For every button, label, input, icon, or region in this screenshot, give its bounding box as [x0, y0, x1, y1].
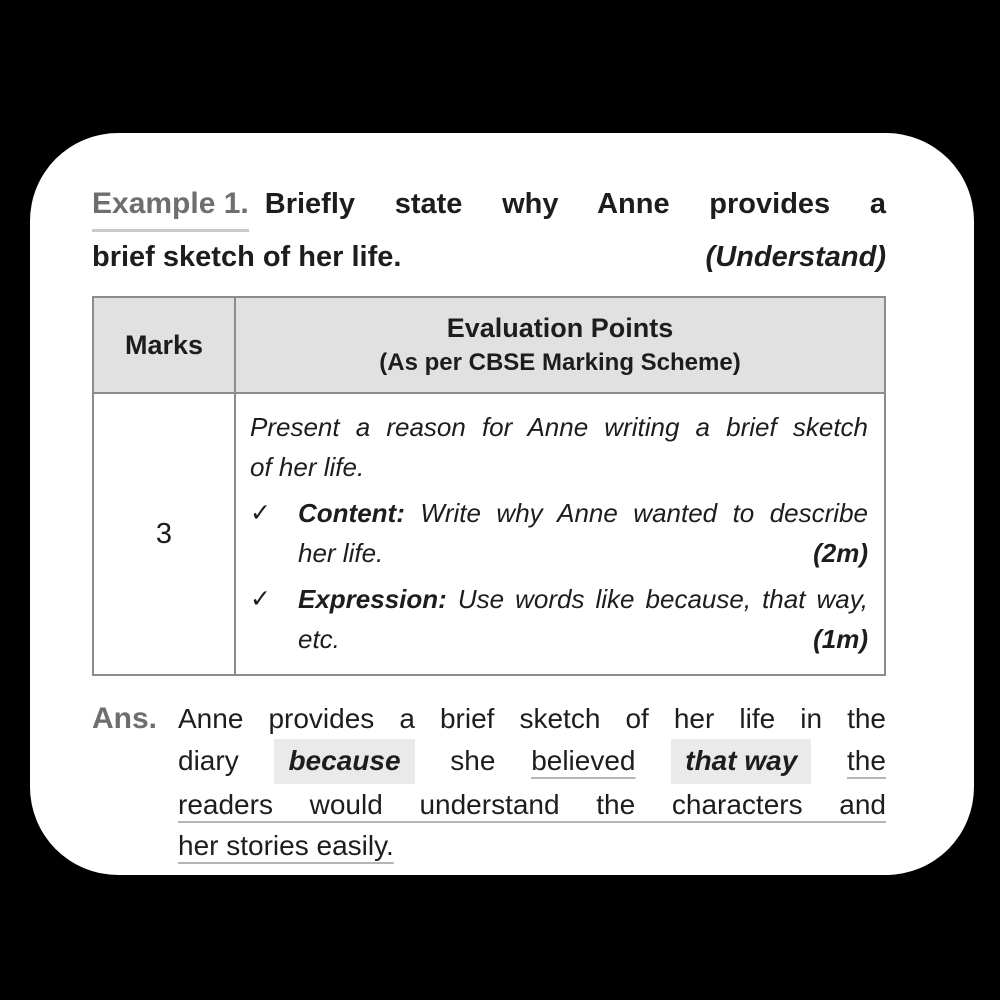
table-header-row [93, 297, 885, 393]
evaluation-points-cell [235, 393, 885, 675]
answer-section [92, 698, 886, 866]
answer-highlight-because: because [274, 739, 414, 784]
evaluation-points-title: Evaluation Points [446, 313, 674, 343]
bullet-expression-line2: etc. (1m) [298, 619, 868, 659]
question-heading [92, 183, 886, 232]
answer-text [178, 698, 886, 866]
answer-line4: her stories easily. [178, 830, 394, 861]
evaluation-table [92, 296, 886, 676]
example-label: Example 1. [92, 183, 249, 232]
evaluation-bullet-content [250, 493, 868, 573]
bullet-content-line2: her life. (2m) [298, 533, 868, 573]
answer-label: Ans. [92, 702, 158, 735]
answer-highlight-that-way: that way [671, 739, 811, 784]
evaluation-points-header [235, 297, 885, 393]
question-heading-line2 [92, 236, 886, 278]
marks-column-header: Marks [93, 297, 235, 393]
evaluation-points-subtitle: (As per CBSE Marking Scheme) [379, 349, 741, 376]
answer-underlined-word: believed [531, 745, 636, 776]
bullet-expression-line1: Expression: Use words like because, that way, [298, 584, 868, 614]
answer-line1: Anne provides a brief sketch of her life in the [178, 703, 886, 734]
bullet-expression-label: Expression: [298, 584, 447, 614]
answer-word: diary [178, 745, 239, 776]
marks-value: 3 [93, 393, 235, 675]
answer-line3: readers would understand the characters and [178, 789, 886, 820]
question-bloom-tag: (Understand) [705, 241, 886, 273]
bullet-content-label: Content: [298, 498, 405, 528]
bullet-content-line1: Content: Write why Anne wanted to describe [298, 498, 868, 528]
question-text-line1: Briefly state why Anne provides a [264, 188, 886, 220]
check-icon: ✓ [250, 499, 271, 527]
bullet-expression-marks: (1m) [813, 624, 868, 654]
answer-underlined-word: the [847, 745, 886, 776]
evaluation-intro-line2: of her life. [250, 452, 365, 482]
question-text-line2: brief sketch of her life. [92, 241, 402, 273]
answer-word: she [450, 745, 496, 776]
worksheet-card [30, 133, 974, 875]
evaluation-intro-line1: Present a reason for Anne writing a brief sketch [250, 412, 868, 442]
answer-line2 [178, 739, 886, 784]
bullet-content-marks: (2m) [813, 538, 868, 568]
check-icon: ✓ [250, 585, 271, 613]
evaluation-bullet-expression [250, 579, 868, 659]
table-row [93, 393, 885, 675]
